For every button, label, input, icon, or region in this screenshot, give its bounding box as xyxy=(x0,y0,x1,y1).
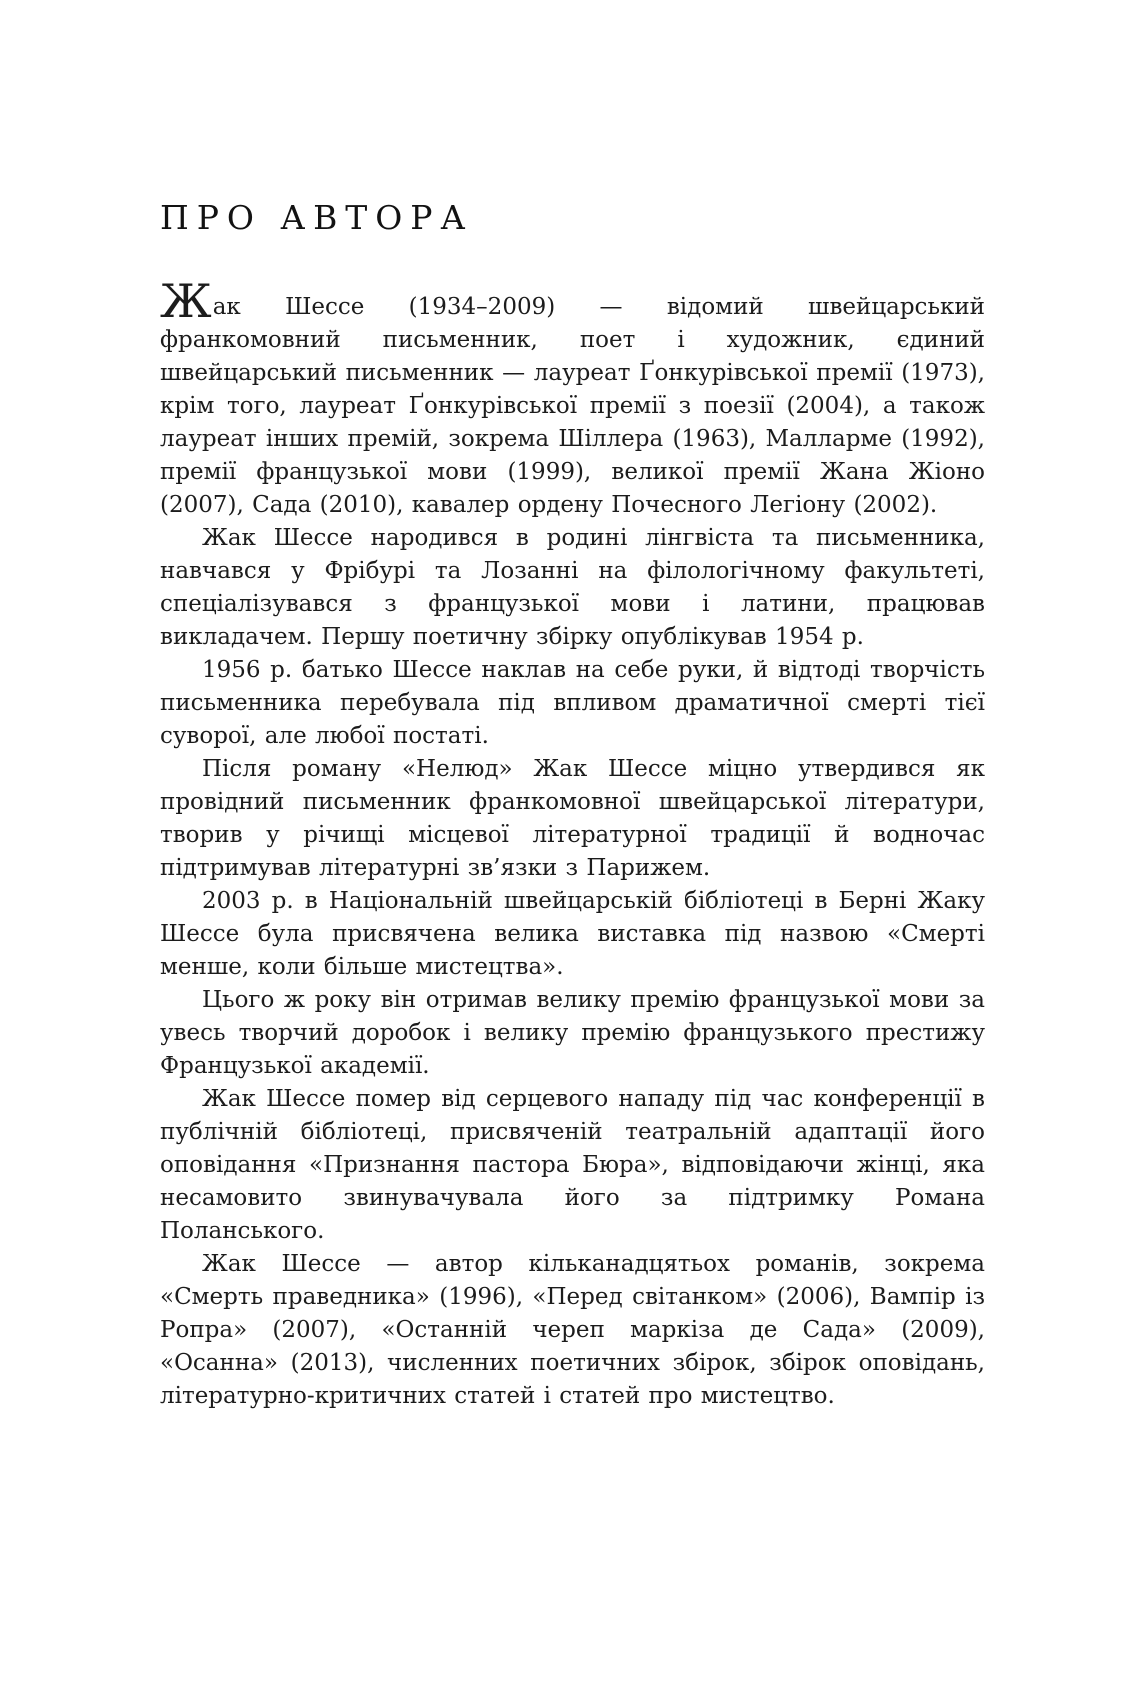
paragraph: Цього ж року він отримав велику премію французької мови за увесь творчий доробок і велику премію французького престижу Французької академії. xyxy=(160,987,985,1079)
drop-cap-initial: Ж xyxy=(160,274,213,328)
about-author-text xyxy=(160,274,985,1413)
paragraph: Жак Шессе народився в родині лінгвіста та письменника, навчався у Фрібурі та Лозанні на філологічному факультеті, спеціалізувався з французької мови і латини, працював викладачем. Першу поетичну збірку опублікував 1954 р. xyxy=(160,525,985,650)
paragraph: 2003 р. в Національній швейцарській бібліотеці в Берні Жаку Шессе була присвячена велика виставка під назвою «Смерті менше, коли більше мистецтва». xyxy=(160,888,985,980)
paragraph: Жак Шессе — автор кільканадцятьох романів, зокрема «Смерть праведника» (1996), «Перед світанком» (2006), Вампір із Ропра» (2007), «Останній череп маркіза де Сада» (2009), «Осанна» (2013), численних поетичних збірок, збірок оповідань, літературно-критичних статей і статей про мистецтво. xyxy=(160,1251,985,1409)
page-title: ПРО АВТОРА xyxy=(160,198,474,237)
paragraph: Жак Шессе помер від серцевого нападу під час конференції в публічній бібліотеці, присвяченій театральній адаптації його оповідання «Признання пастора Бюра», відповідаючи жінці, яка несамовито звинувачувала його за підтримку Романа Поланського. xyxy=(160,1086,985,1244)
paragraph xyxy=(160,274,985,522)
paragraph: Після роману «Нелюд» Жак Шессе міцно утвердився як провідний письменник франкомовної швейцарської літератури, творив у річищі місцевої літературної традиції й водночас підтримував літературні зв’язки з Парижем. xyxy=(160,756,985,881)
paragraph-text: ак Шессе (1934–2009) — відомий швейцарський франкомовний письменник, поет і художник, єдиний швейцарський письменник — лауреат Ґонкурівської премії (1973), крім того, лауреат Ґонкурівської премії з поезії (2004), а також лауреат інших премій, зокрема Шіллера (1963), Малларме (1992), премії французької мови (1999), великої премії Жана Жіоно (2007), Сада (2010), кавалер ордену Почесного Легіону (2002). xyxy=(160,294,985,518)
paragraph: 1956 р. батько Шессе наклав на себе руки, й відтоді творчість письменника перебувала під впливом драматичної смерті тієї суворої, але любої постаті. xyxy=(160,657,985,749)
